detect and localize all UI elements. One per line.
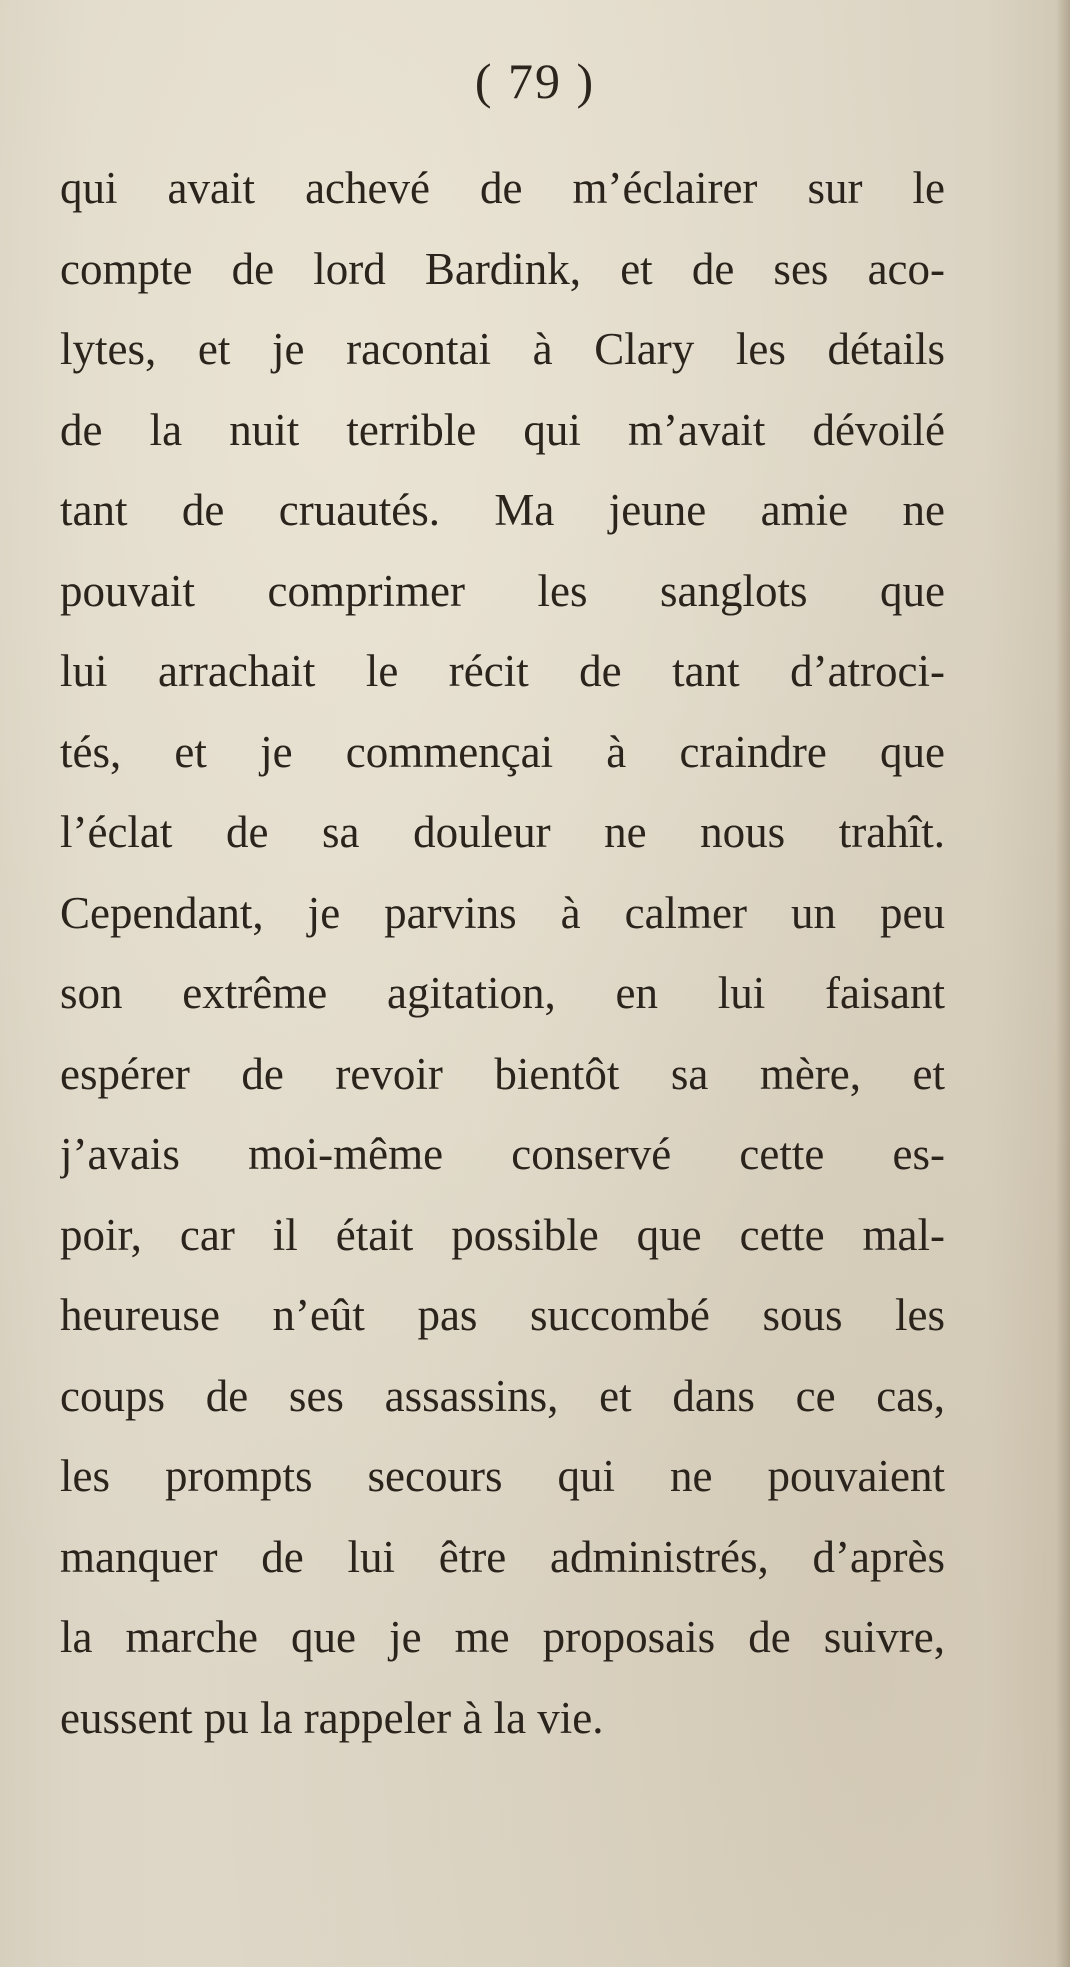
text-line: qui avait achevé de m’éclairer sur le <box>60 163 945 213</box>
text-line: j’avais moi-même conservé cette es- <box>60 1129 945 1179</box>
text-line: coups de ses assassins, et dans ce cas, <box>60 1370 945 1421</box>
text-line: manquer de lui être administrés, d’après <box>60 1531 945 1582</box>
text-line: l’éclat de sa douleur ne nous trahît. <box>60 807 945 857</box>
text-line: tant de cruautés. Ma jeune amie ne <box>60 485 945 535</box>
text-line: heureuse n’eût pas succombé sous les <box>60 1290 945 1340</box>
page-gutter-shadow <box>1056 0 1070 1967</box>
text-line: Cependant, je parvins à calmer un peu <box>60 887 945 938</box>
body-text <box>60 148 945 1758</box>
text-line: eussent pu la rappeler à la vie. <box>60 1692 604 1743</box>
text-line: les prompts secours qui ne pouvaient <box>60 1451 945 1501</box>
text-line: de la nuit terrible qui m’avait dévoilé <box>60 404 945 455</box>
text-line: la marche que je me proposais de suivre, <box>60 1612 945 1662</box>
text-line: lui arrachait le récit de tant d’atroci- <box>60 646 945 696</box>
page-number: ( 79 ) <box>474 53 596 109</box>
text-line: lytes, et je racontai à Clary les détails <box>60 324 945 374</box>
text-line: poir, car il était possible que cette mal- <box>60 1209 945 1260</box>
text-line: pouvait comprimer les sanglots que <box>60 565 945 616</box>
text-line: compte de lord Bardink, et de ses aco- <box>60 243 945 294</box>
text-line: son extrême agitation, en lui faisant <box>60 968 945 1018</box>
text-line: espérer de revoir bientôt sa mère, et <box>60 1048 945 1099</box>
text-line: tés, et je commençai à craindre que <box>60 726 945 777</box>
